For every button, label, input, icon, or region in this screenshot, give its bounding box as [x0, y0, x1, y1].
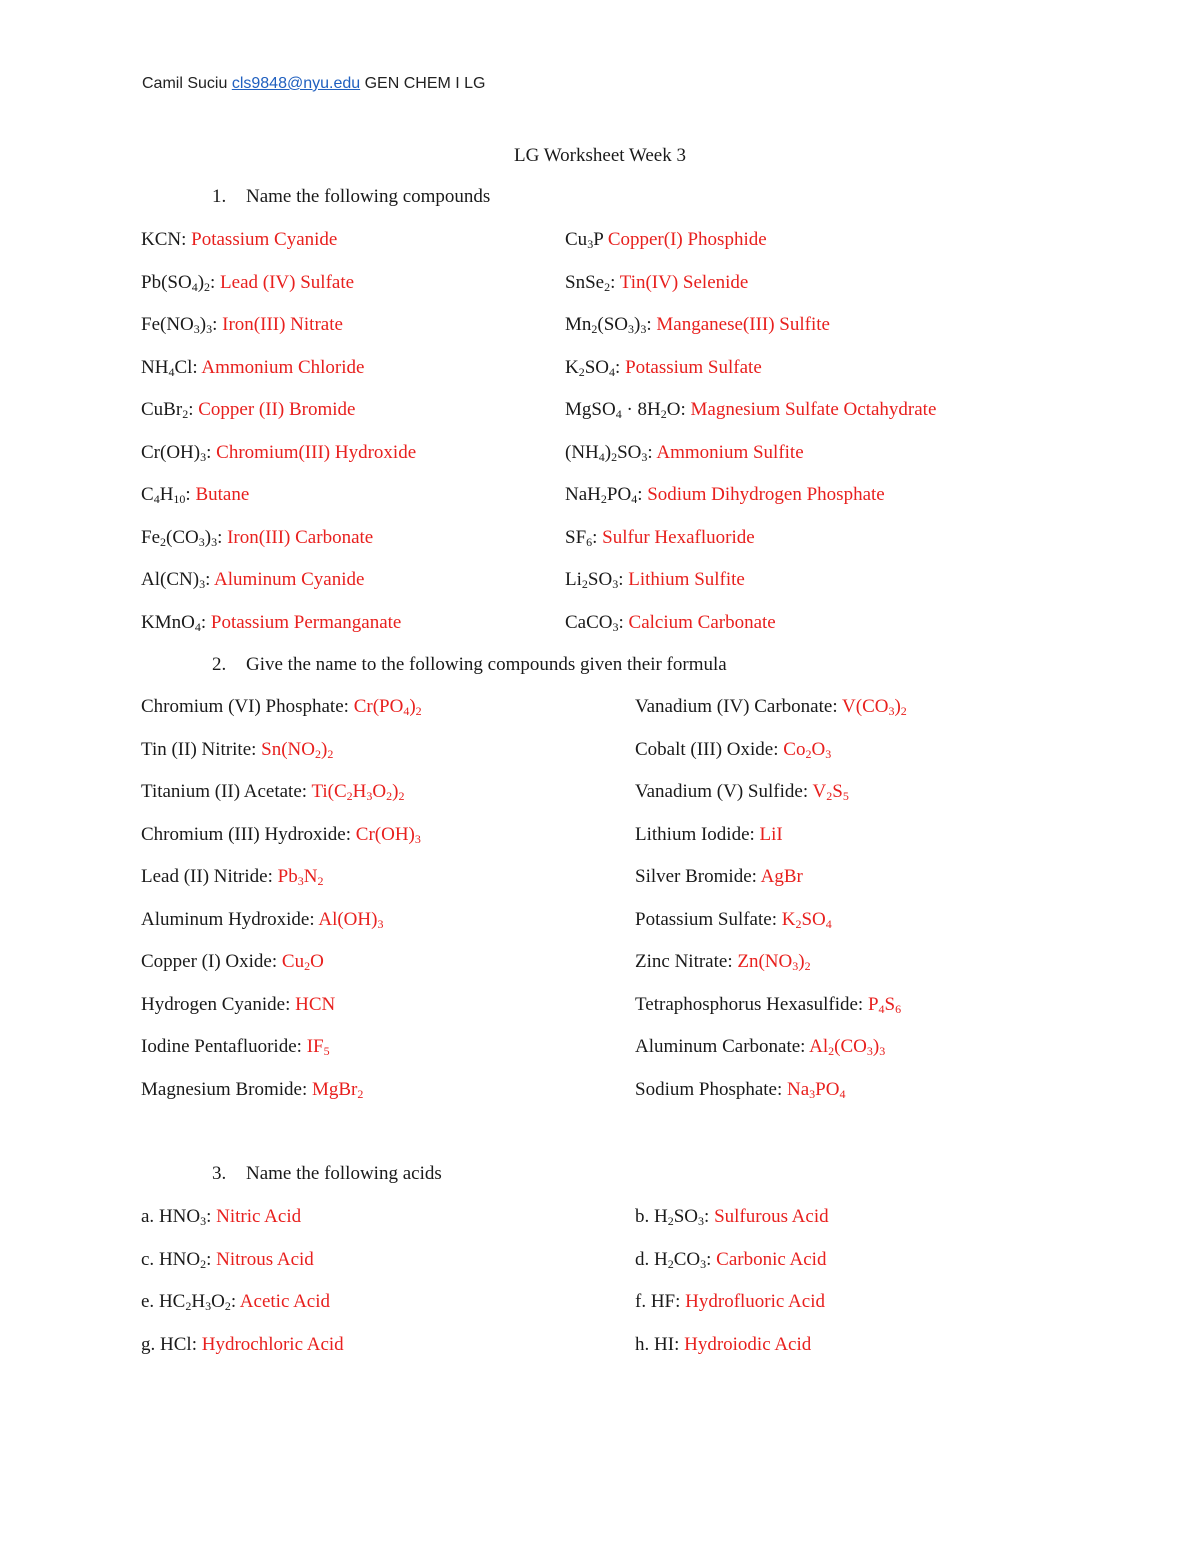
- q2-item: Chromium (III) Hydroxide: $Cr(OH)_3$: [141, 823, 421, 846]
- formula: SnSe$_2$: [565, 271, 611, 294]
- q2-item: Hydrogen Cyanide: HCN: [141, 993, 336, 1015]
- compound-name: Sodium Phosphate: [635, 1078, 777, 1100]
- answer: Potassium Cyanide: [191, 229, 338, 250]
- q1-item: $Pb(SO_4)_2$: Lead (IV) Sulfate: [141, 271, 355, 294]
- formula: $HNO_2$: [158, 1248, 207, 1271]
- q3-item: a. $HNO_3$: Nitric Acid: [141, 1206, 302, 1228]
- formula: KMnO$_4$: [141, 611, 201, 634]
- q1-item: $NH_4Cl$: Ammonium Chloride: [141, 356, 365, 379]
- q2-item: Cobalt (III) Oxide: $Co_2O_3$: [635, 738, 832, 761]
- formula: $Al(CN)_3$: [141, 569, 206, 591]
- formula: KCN: [141, 229, 182, 250]
- formula: $H_2CO_3$: [654, 1248, 707, 1271]
- formula: $C_4H_{10}$: [141, 484, 186, 506]
- formula: $K_2SO_4$: [565, 356, 616, 379]
- answer: Carbonic Acid: [716, 1248, 827, 1270]
- answer: $Cr(OH)_3$: [355, 823, 421, 846]
- item-letter: a.: [141, 1206, 155, 1227]
- answer: $Cu_2O$: [281, 951, 324, 973]
- answer: $Al_2(CO_3)_3$: [809, 1036, 886, 1058]
- q3-item: h. HI: Hydroiodic Acid: [635, 1333, 812, 1355]
- formula: $Fe_2(CO_3)_3$: [141, 526, 218, 549]
- item-letter: g.: [141, 1333, 156, 1355]
- compound-name: Tetraphosphorus Hexasulfide: [635, 993, 858, 1015]
- answer: Hydrochloric Acid: [201, 1333, 344, 1355]
- answer: LiI: [759, 823, 783, 845]
- q2-item: Titanium (II) Acetate: $Ti(C_2H_3O_2)_2$: [141, 781, 405, 803]
- answer: HCN: [295, 993, 336, 1015]
- q3-item: g. HCl: Hydrochloric Acid: [141, 1333, 344, 1355]
- formula: HCl: [160, 1333, 192, 1355]
- answer: $K_2SO_4$: [781, 908, 832, 931]
- formula: $NaH_2PO_4$: [565, 484, 638, 506]
- q2-item: Copper (I) Oxide: $Cu_2O$: [141, 951, 324, 973]
- compound-name: Potassium Sulfate: [635, 908, 772, 930]
- answer: Iron(III) Carbonate: [227, 526, 374, 548]
- q3-item: c. $HNO_2$: Nitrous Acid: [141, 1248, 314, 1271]
- formula: $Mn_2(SO_3)_3$: [565, 314, 647, 336]
- answer: Sulfur Hexafluoride: [602, 526, 755, 548]
- compound-name: Chromium (VI) Phosphate: [141, 696, 344, 717]
- q1-item: $Cr(OH)_3$: Chromium(III) Hydroxide: [141, 441, 417, 464]
- item-letter: h.: [635, 1333, 650, 1355]
- q2-item: Silver Bromide: AgBr: [635, 866, 803, 887]
- answer: Tin(IV) Selenide: [619, 271, 749, 293]
- formula: CaCO$_3$: [565, 611, 619, 634]
- answer: Aluminum Cyanide: [214, 569, 365, 590]
- question-prompt: Name the following compounds: [246, 186, 491, 207]
- answer: Potassium Sulfate: [625, 356, 762, 378]
- answer: $Cr(PO_4)_2$: [353, 696, 422, 718]
- compound-name: Tin (II) Nitrite: [141, 738, 252, 760]
- q2-item: Tin (II) Nitrite: $Sn(NO_2)_2$: [141, 738, 334, 761]
- q2-item: Sodium Phosphate: $Na_3PO_4$: [635, 1078, 846, 1101]
- compound-name: Titanium (II) Acetate: [141, 781, 302, 802]
- formula: $NH_4Cl$: [141, 356, 193, 379]
- formula: $Fe(NO_3)_3$: [141, 314, 213, 336]
- page-title: LG Worksheet Week 3: [514, 145, 686, 166]
- answer: Acetic Acid: [239, 1291, 331, 1312]
- answer: Copper(I) Phosphide: [607, 229, 767, 250]
- item-letter: d.: [635, 1248, 650, 1270]
- answer: $V(CO_3)_2$: [842, 696, 907, 718]
- answer: Nitrous Acid: [216, 1248, 314, 1270]
- item-letter: f.: [635, 1291, 647, 1312]
- document-header: [142, 75, 486, 93]
- author-email-link[interactable]: cls9848@nyu.edu: [231, 75, 361, 92]
- compound-name: Aluminum Hydroxide: [141, 908, 310, 930]
- q1-item: SnSe$_2$: Tin(IV) Selenide: [565, 271, 749, 294]
- answer: Lithium Sulfite: [628, 569, 745, 590]
- answer: Calcium Carbonate: [628, 611, 776, 633]
- answer: $Sn(NO_2)_2$: [261, 738, 334, 761]
- q3-item: d. $H_2CO_3$: Carbonic Acid: [635, 1248, 827, 1271]
- q3-item: e. $HC_2H_3O_2$: Acetic Acid: [141, 1291, 331, 1313]
- formula: HI: [654, 1333, 675, 1355]
- answer: Nitric Acid: [216, 1206, 302, 1227]
- compound-name: Hydrogen Cyanide: [141, 993, 286, 1015]
- q1-item: $NaH_2PO_4$: Sodium Dihydrogen Phosphate: [565, 484, 885, 506]
- formula: $HNO_3$: [158, 1206, 207, 1228]
- answer: $Ti(C_2H_3O_2)_2$: [311, 781, 405, 803]
- formula: $(NH_4)_2SO_3$: [565, 441, 648, 464]
- author-name: Camil Suciu: [142, 75, 228, 92]
- answer: $Zn(NO_3)_2$: [737, 951, 811, 973]
- q2-item: Vanadium (IV) Carbonate: $V(CO_3)_2$: [635, 696, 907, 718]
- compound-name: Lithium Iodide: [635, 823, 750, 845]
- formula: $Cu_3P$: [565, 229, 604, 251]
- compound-name: Chromium (III) Hydroxide: [141, 823, 346, 845]
- q1-item: KMnO$_4$: Potassium Permanganate: [141, 611, 402, 634]
- answer: Copper (II) Bromide: [198, 399, 356, 420]
- formula: MgSO$_4$ · $8H_2O$: [565, 399, 681, 421]
- q1-item: $Li_2SO_3$: Lithium Sulfite: [565, 569, 745, 591]
- q1-item: MgSO$_4$ · $8H_2O$: Magnesium Sulfate Octahydrate: [565, 399, 937, 421]
- compound-name: Vanadium (IV) Carbonate: [635, 696, 833, 717]
- compound-name: Magnesium Bromide: [141, 1078, 302, 1100]
- compound-name: Aluminum Carbonate: [635, 1036, 801, 1057]
- compound-name: Copper (I) Oxide: [141, 951, 272, 972]
- q1-item: $K_2SO_4$: Potassium Sulfate: [565, 356, 762, 379]
- answer: Potassium Permanganate: [210, 611, 402, 633]
- compound-name: Silver Bromide: [635, 866, 752, 887]
- q1-item: KCN: Potassium Cyanide: [141, 229, 338, 250]
- q2-item: Lithium Iodide: LiI: [635, 823, 783, 845]
- question-1-heading: [212, 186, 490, 208]
- answer: AgBr: [760, 866, 803, 887]
- compound-name: Cobalt (III) Oxide: [635, 738, 774, 760]
- q3-item: f. HF: Hydrofluoric Acid: [635, 1291, 825, 1312]
- answer: $IF_5$: [306, 1036, 330, 1058]
- q2-item: Magnesium Bromide: MgBr$_2$: [141, 1078, 364, 1101]
- question-number: 3.: [212, 1163, 227, 1184]
- q1-item: $Mn_2(SO_3)_3$: Manganese(III) Sulfite: [565, 314, 830, 336]
- question-number: 2.: [212, 654, 227, 675]
- formula: $HC_2H_3O_2$: [158, 1291, 231, 1313]
- course-label: GEN CHEM I LG: [364, 75, 486, 92]
- question-prompt: Name the following acids: [246, 1163, 442, 1184]
- q1-item: $C_4H_{10}$: Butane: [141, 484, 250, 506]
- answer: Butane: [195, 484, 250, 505]
- formula: $Cr(OH)_3$: [141, 441, 207, 464]
- answer: $Na_3PO_4$: [787, 1078, 846, 1101]
- q2-item: Potassium Sulfate: $K_2SO_4$: [635, 908, 832, 931]
- compound-name: Zinc Nitrate: [635, 951, 728, 972]
- q1-item: $(NH_4)_2SO_3$: Ammonium Sulfite: [565, 441, 804, 464]
- q2-item: Aluminum Hydroxide: $Al(OH)_3$: [141, 908, 384, 931]
- question-prompt: Give the name to the following compounds given their formula: [246, 654, 727, 675]
- q1-item: $Al(CN)_3$: Aluminum Cyanide: [141, 569, 365, 591]
- compound-name: Iodine Pentafluoride: [141, 1036, 297, 1057]
- formula: HF: [650, 1291, 676, 1312]
- answer: Chromium(III) Hydroxide: [216, 441, 417, 463]
- answer: $Pb_3N_2$: [277, 866, 324, 888]
- answer: Hydrofluoric Acid: [685, 1291, 825, 1312]
- q1-item: $Fe(NO_3)_3$: Iron(III) Nitrate: [141, 314, 343, 336]
- item-letter: b.: [635, 1206, 650, 1227]
- formula: $Pb(SO_4)_2$: [141, 271, 211, 294]
- answer: $V_2S_5$: [812, 781, 849, 803]
- answer: Ammonium Sulfite: [656, 441, 804, 463]
- q2-item: Tetraphosphorus Hexasulfide: $P_4S_6$: [635, 993, 902, 1016]
- q2-item: Zinc Nitrate: $Zn(NO_3)_2$: [635, 951, 811, 973]
- answer: Iron(III) Nitrate: [222, 314, 343, 335]
- compound-name: Lead (II) Nitride: [141, 866, 268, 887]
- question-3-heading: [212, 1163, 442, 1185]
- answer: MgBr$_2$: [311, 1078, 364, 1101]
- question-number: 1.: [212, 186, 227, 207]
- q2-item: Vanadium (V) Sulfide: $V_2S_5$: [635, 781, 849, 803]
- answer: $Co_2O_3$: [783, 738, 832, 761]
- formula: $Li_2SO_3$: [565, 569, 619, 591]
- q2-item: Aluminum Carbonate: $Al_2(CO_3)_3$: [635, 1036, 886, 1058]
- answer: $P_4S_6$: [867, 993, 902, 1016]
- question-2-heading: [212, 654, 727, 676]
- q2-item: Iodine Pentafluoride: $IF_5$: [141, 1036, 330, 1058]
- answer: Sodium Dihydrogen Phosphate: [647, 484, 885, 505]
- q1-item: CuBr$_2$: Copper (II) Bromide: [141, 399, 356, 421]
- answer: Lead (IV) Sulfate: [220, 271, 355, 293]
- q2-item: Lead (II) Nitride: $Pb_3N_2$: [141, 866, 324, 888]
- answer: $Al(OH)_3$: [318, 908, 384, 931]
- formula: CuBr$_2$: [141, 399, 189, 421]
- q1-item: $Fe_2(CO_3)_3$: Iron(III) Carbonate: [141, 526, 374, 549]
- answer: Sulfurous Acid: [714, 1206, 829, 1227]
- q3-item: b. $H_2SO_3$: Sulfurous Acid: [635, 1206, 829, 1228]
- compound-name: Vanadium (V) Sulfide: [635, 781, 803, 802]
- q1-item: [565, 229, 767, 251]
- q1-item: $SF_6$: Sulfur Hexafluoride: [565, 526, 755, 549]
- item-letter: e.: [141, 1291, 155, 1312]
- q2-item: Chromium (VI) Phosphate: $Cr(PO_4)_2$: [141, 696, 422, 718]
- answer: Manganese(III) Sulfite: [656, 314, 830, 335]
- formula: $SF_6$: [565, 526, 593, 549]
- answer: Ammonium Chloride: [201, 356, 365, 378]
- item-letter: c.: [141, 1248, 155, 1270]
- answer: Hydroiodic Acid: [684, 1333, 812, 1355]
- answer: Magnesium Sulfate Octahydrate: [690, 399, 937, 420]
- q1-item: CaCO$_3$: Calcium Carbonate: [565, 611, 776, 634]
- formula: $H_2SO_3$: [654, 1206, 705, 1228]
